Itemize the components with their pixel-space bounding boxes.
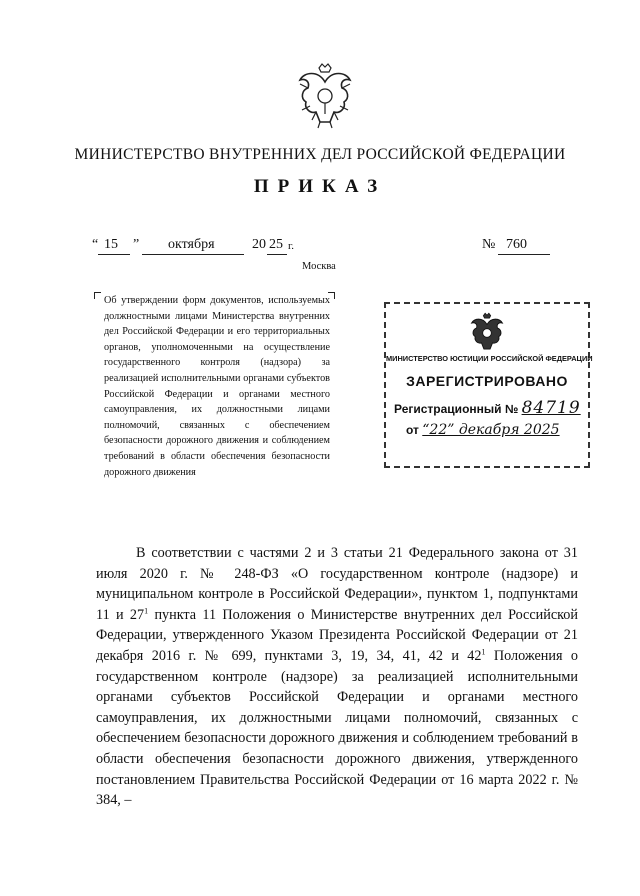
stamp-reg-label: Регистрационный №	[394, 402, 519, 416]
date-year-g: г.	[288, 240, 295, 252]
preamble	[96, 543, 578, 811]
double-headed-eagle-emblem-icon	[468, 312, 506, 354]
preamble-part-1: В соответствии с частями 2 и 3 статьи 21 Федерального закона от 31 июля 2020 г. № 248-ФЗ «О государственном контроле (надзоре) и муниципальном контроле в Российской Федерации», пунктом 1, подпунктами 11 и 27	[96, 545, 578, 623]
number-value: 760	[506, 237, 527, 252]
preamble-superscript-1: 1	[144, 606, 149, 616]
preamble-superscript-2: 1	[481, 647, 486, 657]
number-sign: №	[482, 237, 496, 252]
stamp-registered: ЗАРЕГИСТРИРОВАНО	[406, 373, 568, 389]
quote-close: ”	[133, 237, 140, 252]
document-number	[482, 237, 562, 259]
stamp-date-handwritten: “22” декабря 2025	[422, 422, 560, 438]
quote-open: “	[92, 237, 99, 252]
city: Москва	[302, 261, 336, 272]
stamp-ministry: МИНИСТЕРСТВО ЮСТИЦИИ РОССИЙСКОЙ ФЕДЕРАЦИИ	[386, 354, 593, 363]
stamp-reg-number: 84719	[521, 398, 581, 418]
subject-text: Об утверждении форм документов, используемых должностными лицами Министерства внутренних дел Российской Федерации и его территориальных органов, уполномоченными на осуществление государственного контроля (надзора) за реализацией исполнительными органами субъектов Российской Федерации и органами местного самоуправления, их должностными лицами полномочий, связанных с обеспечением безопасности дорожного движения и соблюдением требований в области обеспечения безопасности дорожного движения	[104, 295, 330, 478]
stamp-date-prefix: от	[406, 423, 419, 437]
date-day: 15	[104, 237, 118, 252]
document-date	[92, 237, 322, 259]
preamble-part-3: Положения о государственном контроле (надзоре) за реализацией исполнительными органами субъектов Российской Федерации и органами местного самоуправления, их должностными лицами полномочий, связанных с обеспечением безопасности дорожного движения и соблюдением требований в области обеспечения безопасности дорожного движения, утвержденного постановлением Правительства Российской Федерации от 16 марта 2022 г. № 384, –	[96, 647, 578, 809]
subject-bracket-left	[94, 292, 101, 299]
ministry-title: МИНИСТЕРСТВО ВНУТРЕННИХ ДЕЛ РОССИЙСКОЙ ФЕДЕРАЦИИ	[74, 146, 566, 163]
date-month: октября	[168, 237, 215, 252]
stamp-date	[406, 422, 560, 438]
stamp-registration-number	[394, 398, 581, 418]
double-headed-eagle-emblem-icon	[296, 62, 354, 130]
preamble-part-2: пункта 11 Положения о Министерстве внутренних дел Российской Федерации, утвержденного Указом Президента Российской Федерации от 21 декабря 2016 г. № 699, пунктами 3, 19, 34, 41, 42 и 42	[96, 606, 578, 664]
registration-stamp	[384, 302, 593, 468]
document-type: ПРИКАЗ	[253, 176, 387, 197]
date-year-prefix: 20	[252, 237, 266, 252]
date-year-suffix: 25	[269, 237, 283, 252]
